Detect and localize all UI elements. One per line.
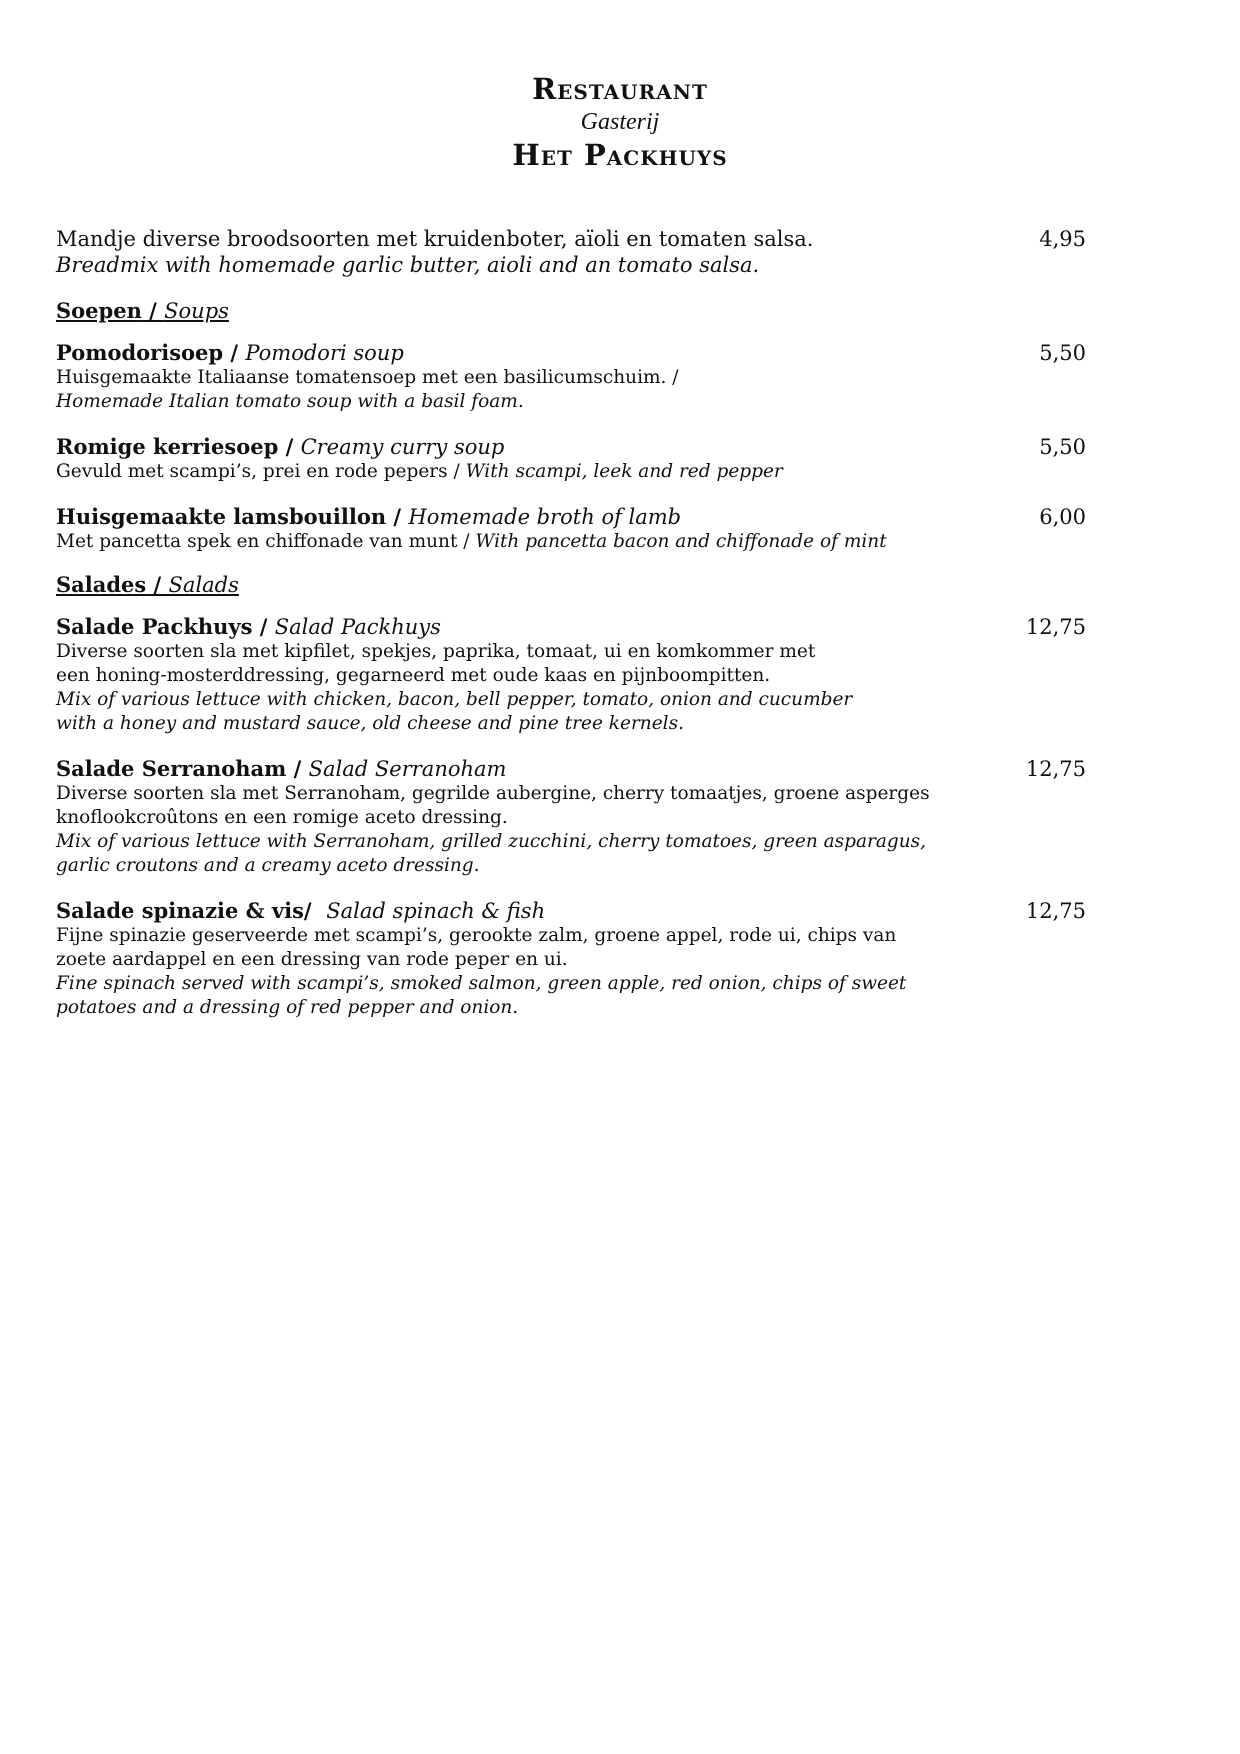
item-price: 12,75 — [1025, 899, 1086, 923]
item-title-en: Salad Serranoham — [308, 757, 507, 781]
item-price: 5,50 — [1039, 435, 1086, 459]
item-description-nl-1: Diverse soorten sla met Serranoham, gegrilde aubergine, cherry tomaatjes, groene asperges — [56, 783, 930, 804]
item-title-nl: Pomodorisoep — [56, 340, 224, 365]
menu-item-bread — [56, 226, 1086, 278]
item-title-nl: Salade spinazie & vis/ — [56, 898, 312, 923]
item-description-nl: Mandje diverse broodsoorten met kruidenboter, aïoli en tomaten salsa. — [56, 227, 814, 251]
item-description-en-2: garlic croutons and a creamy aceto dressing. — [56, 855, 480, 876]
item-description-en-1: Mix of various lettuce with Serranoham, grilled zucchini, cherry tomatoes, green asparagus, — [56, 831, 927, 852]
item-title-en: Homemade broth of lamb — [408, 505, 682, 529]
menu-item-lamsbouillon — [56, 504, 1086, 554]
header-gasterij: Gasterij — [580, 109, 660, 135]
item-description-en-1: Mix of various lettuce with chicken, bacon, bell pepper, tomato, onion and cucumber — [56, 689, 853, 710]
menu-item-salade-spinazie-vis — [56, 898, 1086, 1020]
item-description-en: Breadmix with homemade garlic butter, aioli and an tomato salsa. — [56, 253, 760, 277]
menu-item-salade-serranoham — [56, 756, 1086, 878]
item-description-nl-2: zoete aardappel en een dressing van rode peper en ui. — [56, 949, 568, 970]
item-description-en: With scampi, leek and red pepper — [465, 461, 783, 482]
section-title-nl: Soepen — [56, 298, 142, 323]
item-price: 5,50 — [1039, 341, 1086, 365]
section-title-nl: Salades — [56, 572, 147, 597]
item-price: 12,75 — [1025, 757, 1086, 781]
item-description-nl: Met pancetta spek en chiffonade van munt / — [56, 531, 476, 552]
item-description-nl: Huisgemaakte Italiaanse tomatensoep met een basilicumschuim. / — [56, 367, 679, 388]
item-description — [56, 530, 1086, 554]
item-title-en: Creamy curry soup — [300, 435, 505, 459]
item-price: 4,95 — [1039, 227, 1086, 251]
item-title-separator: / — [252, 614, 275, 639]
item-description — [56, 460, 1086, 484]
item-description-en: Homemade Italian tomato soup with a basil foam. — [56, 391, 524, 412]
item-title — [56, 898, 1086, 924]
item-title-nl: Romige kerriesoep — [56, 434, 279, 459]
menu-content — [56, 226, 1086, 1040]
item-title-separator: / — [286, 756, 309, 781]
item-description-nl: Gevuld met scampi’s, prei en rode pepers / — [56, 461, 466, 482]
item-title-nl: Salade Serranoham — [56, 756, 287, 781]
restaurant-header — [0, 72, 1240, 172]
item-description-en-1: Fine spinach served with scampi’s, smoked salmon, green apple, red onion, chips of sweet — [56, 973, 907, 994]
section-heading-soups — [56, 298, 1086, 324]
section-heading-salads — [56, 572, 1086, 598]
section-title-en: Salads — [168, 573, 239, 597]
section-separator: / — [141, 298, 165, 323]
menu-item-pomodorisoep — [56, 340, 1086, 414]
item-title-separator — [312, 898, 327, 923]
item-description-nl-2: een honing-mosterddressing, gegarneerd met oude kaas en pijnboompitten. — [56, 665, 771, 686]
section-separator: / — [146, 572, 169, 597]
item-title — [56, 434, 1086, 460]
item-price: 12,75 — [1025, 615, 1086, 639]
item-price: 6,00 — [1039, 505, 1086, 529]
item-description-nl-1: Fijne spinazie geserveerde met scampi’s, gerookte zalm, groene appel, rode ui, chips van — [56, 925, 897, 946]
item-title — [56, 614, 1086, 640]
item-title-en: Salad Packhuys — [274, 615, 441, 639]
item-description-en-2: with a honey and mustard sauce, old cheese and pine tree kernels. — [56, 713, 684, 734]
item-title-separator: / — [386, 504, 409, 529]
item-description-en-2: potatoes and a dressing of red pepper and onion. — [56, 997, 519, 1018]
menu-item-kerriesoep — [56, 434, 1086, 484]
menu-item-salade-packhuys — [56, 614, 1086, 736]
header-name: Het Packhuys — [512, 138, 728, 172]
section-title-en: Soups — [164, 299, 229, 323]
item-title-nl: Huisgemaakte lamsbouillon — [56, 504, 387, 529]
item-title — [56, 756, 1086, 782]
item-title — [56, 340, 1086, 366]
item-description-nl-1: Diverse soorten sla met kipfilet, spekjes, paprika, tomaat, ui en komkommer met — [56, 641, 816, 662]
item-title-separator: / — [223, 340, 246, 365]
item-title-en: Pomodori soup — [245, 341, 404, 365]
item-title-separator: / — [278, 434, 301, 459]
header-restaurant: Restaurant — [532, 72, 708, 106]
item-title-en: Salad spinach & fish — [326, 899, 546, 923]
item-title-nl: Salade Packhuys — [56, 614, 253, 639]
item-description-en: With pancetta bacon and chiffonade of mint — [475, 531, 887, 552]
item-description-nl-2: knoflookcroûtons en een romige aceto dressing. — [56, 807, 508, 828]
item-title — [56, 504, 1086, 530]
